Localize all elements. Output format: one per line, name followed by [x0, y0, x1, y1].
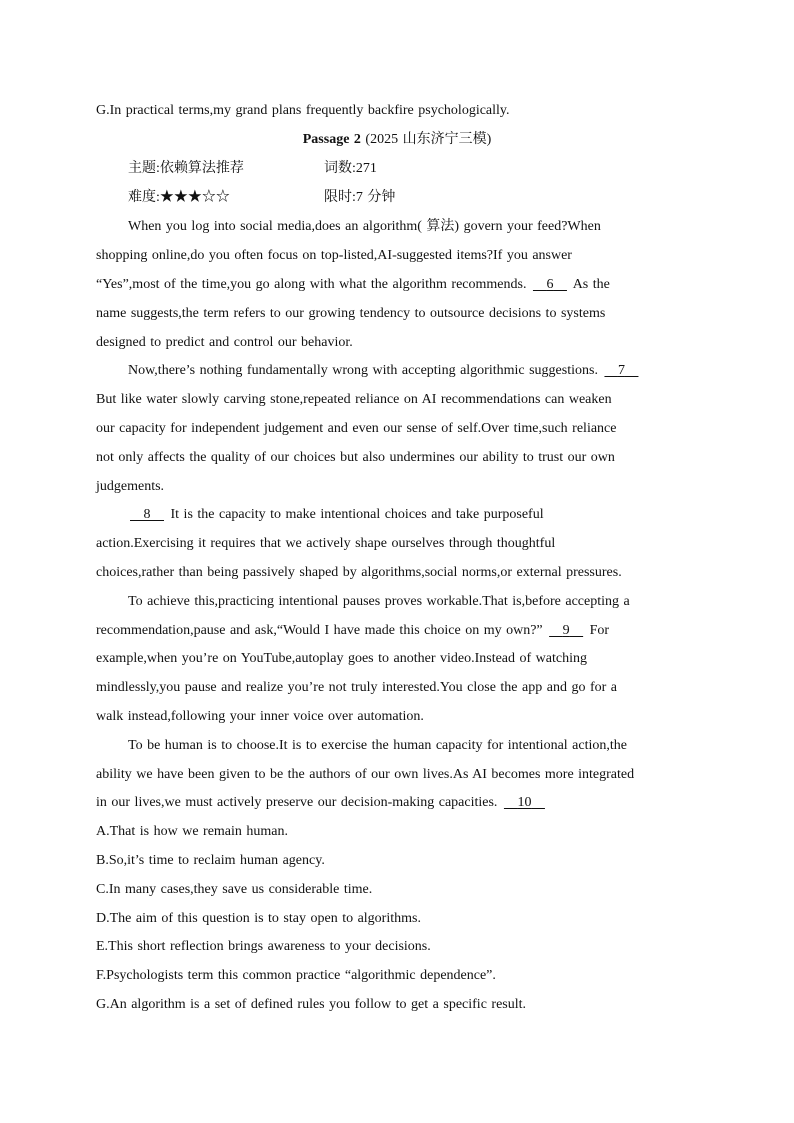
blank-6[interactable]: [531, 276, 569, 294]
word-count: 词数:271: [324, 161, 377, 176]
p1-line-1: When you log into social media,does an algorithm( 算法) govern your feed?When: [128, 219, 601, 234]
option-e: E.This short reflection brings awareness to your decisions.: [96, 939, 431, 954]
option-a: A.That is how we remain human.: [96, 824, 289, 839]
option-g: G.An algorithm is a set of defined rules you follow to get a specific result.: [96, 997, 527, 1012]
p4-line-2-text: recommendation,pause and ask,“Would I have made this choice on my own?”: [96, 623, 543, 638]
meta-row-1: [96, 160, 698, 178]
option-g-prev: G.In practical terms,my grand plans frequently backfire psychologically.: [96, 103, 510, 118]
blank-8[interactable]: [128, 506, 166, 524]
p3-line-3: choices,rather than being passively shaped by algorithms,social norms,or external pressures.: [96, 565, 622, 580]
p2-line-1-text: Now,there’s nothing fundamentally wrong with accepting algorithmic suggestions.: [128, 363, 598, 378]
blank-8-number: 8: [143, 507, 151, 522]
p4-line-1: To achieve this,practicing intentional pauses proves workable.That is,before accepting a: [128, 594, 630, 609]
passage-heading: [96, 131, 698, 149]
p4-line-5: walk instead,following your inner voice over automation.: [96, 709, 424, 724]
passage-label: Passage 2: [302, 132, 361, 147]
difficulty: 难度:★★★☆☆: [128, 190, 230, 205]
p1-line-4: name suggests,the term refers to our growing tendency to outsource decisions to systems: [96, 306, 606, 321]
p4-line-4: mindlessly,you pause and realize you’re not truly interested.You close the app and go for a: [96, 680, 617, 695]
p1-line-5: designed to predict and control our behavior.: [96, 335, 353, 350]
option-d: D.The aim of this question is to stay open to algorithms.: [96, 911, 421, 926]
topic: 主题:依赖算法推荐: [128, 161, 244, 176]
p5-line-2: ability we have been given to be the authors of our own lives.As AI becomes more integrated: [96, 767, 635, 782]
blank-9[interactable]: [547, 622, 585, 640]
passage-source: (2025 山东济宁三模): [365, 132, 492, 147]
p5-line-1: To be human is to choose.It is to exercise the human capacity for intentional action,the: [128, 738, 627, 753]
p1-line-3: [96, 276, 698, 294]
p3-line-1: [128, 506, 698, 524]
option-b: B.So,it’s time to reclaim human agency.: [96, 853, 325, 868]
blank-9-number: 9: [562, 623, 570, 638]
p2-line-5: judgements.: [96, 479, 165, 494]
p3-line-1-text: It is the capacity to make intentional choices and take purposeful: [170, 507, 544, 522]
blank-6-number: 6: [546, 277, 554, 292]
p1-line-3-end: As the: [572, 277, 610, 292]
p1-line-2: shopping online,do you often focus on top-listed,AI-suggested items?If you answer: [96, 248, 572, 263]
p1-line-3-text: “Yes”,most of the time,you go along with what the algorithm recommends.: [96, 277, 527, 292]
blank-10-number: 10: [517, 795, 532, 810]
option-f: F.Psychologists term this common practice “algorithmic dependence”.: [96, 968, 496, 983]
p5-line-3: [96, 794, 698, 812]
option-c: C.In many cases,they save us considerable time.: [96, 882, 373, 897]
blank-7-number: 7: [617, 363, 625, 378]
p5-line-3-text: in our lives,we must actively preserve our decision-making capacities.: [96, 795, 498, 810]
p2-line-4: not only affects the quality of our choices but also undermines our ability to trust our own: [96, 450, 615, 465]
meta-row-2: [96, 189, 698, 207]
p2-line-3: our capacity for independent judgement and even our sense of self.Over time,such reliance: [96, 421, 617, 436]
blank-7[interactable]: [602, 362, 640, 380]
p4-line-2: [96, 622, 698, 640]
p2-line-1: [128, 362, 698, 380]
p4-line-2-end: For: [589, 623, 610, 638]
p3-line-2: action.Exercising it requires that we actively shape ourselves through thoughtful: [96, 536, 556, 551]
p2-line-2: But like water slowly carving stone,repeated reliance on AI recommendations can weaken: [96, 392, 612, 407]
blank-10[interactable]: [502, 794, 547, 812]
time-limit: 限时:7 分钟: [324, 190, 396, 205]
p4-line-3: example,when you’re on YouTube,autoplay goes to another video.Instead of watching: [96, 651, 587, 666]
